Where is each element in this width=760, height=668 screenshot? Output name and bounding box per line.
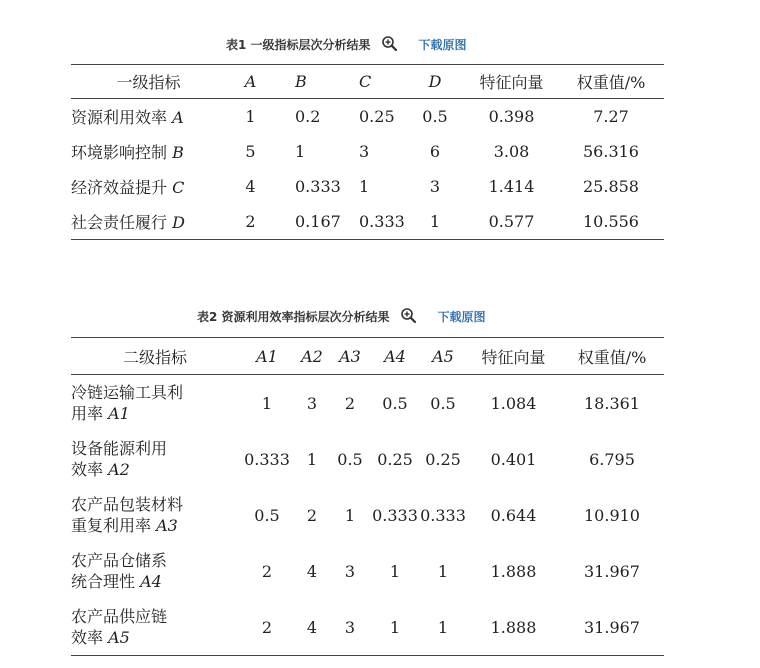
cell-a2: 1 (306, 449, 318, 469)
table2-header-a3: A3 (339, 346, 361, 366)
table-row (71, 487, 664, 543)
cell-weight: 56.316 (583, 142, 639, 161)
cell-weight: 10.910 (584, 505, 640, 525)
table1-header-weight: 权重值/% (576, 73, 646, 92)
table2-header-a5: A5 (432, 346, 454, 366)
table1-caption-bar (226, 34, 467, 54)
table-row (71, 599, 664, 656)
row-label: 农产品仓储系 统合理性 A4 (71, 551, 168, 591)
table-row (71, 99, 664, 135)
table2-header-weight: 权重值/% (577, 347, 647, 367)
table-row (71, 169, 664, 204)
cell-a: 5 (245, 142, 256, 161)
cell-d: 0.5 (422, 107, 448, 126)
cell-a3: 2 (344, 393, 356, 413)
cell-a: 4 (245, 177, 256, 196)
cell-b: 0.167 (295, 212, 341, 231)
row-label: 社会责任履行 D (71, 213, 185, 232)
cell-vector: 0.577 (488, 212, 535, 231)
cell-a4: 1 (389, 561, 401, 581)
cell-c: 3 (359, 142, 370, 161)
cell-vector: 0.398 (488, 107, 535, 126)
row-label: 冷链运输工具利 用率 A1 (71, 383, 184, 423)
row-label: 设备能源利用 效率 A2 (71, 439, 168, 479)
table2-header-a4: A4 (384, 346, 406, 366)
cell-weight: 18.361 (584, 393, 640, 413)
cell-a2: 4 (306, 617, 318, 637)
table-row (71, 543, 664, 599)
cell-a1: 2 (261, 617, 273, 637)
table2-header-row (71, 338, 664, 375)
cell-a5: 0.5 (430, 393, 456, 413)
table1-header-d: D (428, 72, 442, 91)
row-label: 经济效益提升 C (71, 178, 185, 197)
cell-weight: 7.27 (593, 107, 629, 126)
cell-c: 0.333 (359, 212, 405, 231)
cell-a4: 0.5 (382, 393, 408, 413)
cell-weight: 25.858 (583, 177, 639, 196)
table2 (71, 337, 664, 656)
table1-header-indicator: 一级指标 (116, 73, 181, 92)
cell-a3: 1 (344, 505, 356, 525)
table1-header-c: C (359, 72, 372, 91)
cell-a: 1 (245, 107, 256, 126)
table1-caption: 表1 一级指标层次分析结果 (226, 37, 371, 52)
cell-a5: 0.25 (425, 449, 461, 469)
cell-b: 0.2 (295, 107, 321, 126)
table2-caption: 表2 资源利用效率指标层次分析结果 (197, 309, 390, 324)
table1-header-a: A (244, 72, 257, 91)
cell-a3: 3 (344, 617, 356, 637)
cell-a1: 0.333 (244, 449, 290, 469)
cell-a2: 3 (306, 393, 318, 413)
cell-weight: 6.795 (589, 449, 635, 469)
cell-vector: 1.084 (490, 393, 537, 413)
zoom-in-icon[interactable] (381, 35, 399, 53)
cell-a3: 0.5 (337, 449, 363, 469)
cell-vector: 1.414 (488, 177, 535, 196)
table2-header-vector: 特征向量 (481, 347, 546, 367)
cell-vector: 0.401 (490, 449, 537, 469)
table1-download-link[interactable]: 下载原图 (418, 37, 467, 52)
cell-weight: 10.556 (583, 212, 639, 231)
cell-d: 6 (429, 142, 441, 161)
cell-a4: 0.333 (372, 505, 418, 525)
cell-a1: 0.5 (254, 505, 280, 525)
table1 (71, 64, 664, 240)
cell-b: 0.333 (295, 177, 341, 196)
row-label: 农产品供应链 效率 A5 (71, 607, 168, 647)
cell-a3: 3 (344, 561, 356, 581)
cell-a2: 4 (306, 561, 318, 581)
table2-caption-bar (197, 306, 486, 326)
table-row (71, 375, 664, 432)
cell-c: 0.25 (359, 107, 395, 126)
table2-download-link[interactable]: 下载原图 (437, 309, 486, 324)
table1-header-vector: 特征向量 (479, 73, 544, 92)
cell-a1: 2 (261, 561, 273, 581)
cell-d: 3 (429, 177, 441, 196)
table-row (71, 431, 664, 487)
cell-weight: 31.967 (584, 561, 640, 581)
cell-vector: 3.08 (493, 142, 530, 161)
cell-a4: 0.25 (377, 449, 413, 469)
cell-a2: 2 (306, 505, 318, 525)
cell-a4: 1 (389, 617, 401, 637)
table2-header-a1: A1 (256, 346, 278, 366)
table2-header-a2: A2 (301, 346, 323, 366)
row-label: 环境影响控制 B (71, 143, 184, 162)
cell-a5: 0.333 (420, 505, 466, 525)
cell-d: 1 (429, 212, 441, 231)
cell-a1: 1 (261, 393, 273, 413)
table-row (71, 204, 664, 240)
row-label: 农产品包装材料 重复利用率 A3 (71, 495, 184, 535)
row-label: 资源利用效率 A (71, 108, 184, 127)
table2-header-indicator: 二级指标 (122, 347, 187, 367)
zoom-in-icon[interactable] (400, 307, 418, 325)
table-row (71, 134, 664, 169)
cell-a5: 1 (437, 617, 449, 637)
table1-header-b: B (295, 72, 307, 91)
cell-c: 1 (359, 177, 370, 196)
cell-vector: 1.888 (490, 561, 537, 581)
cell-a: 2 (245, 212, 256, 231)
cell-weight: 31.967 (584, 617, 640, 637)
cell-a5: 1 (437, 561, 449, 581)
cell-b: 1 (295, 142, 306, 161)
table1-header-row (71, 65, 664, 99)
cell-vector: 1.888 (490, 617, 537, 637)
cell-vector: 0.644 (490, 505, 537, 525)
